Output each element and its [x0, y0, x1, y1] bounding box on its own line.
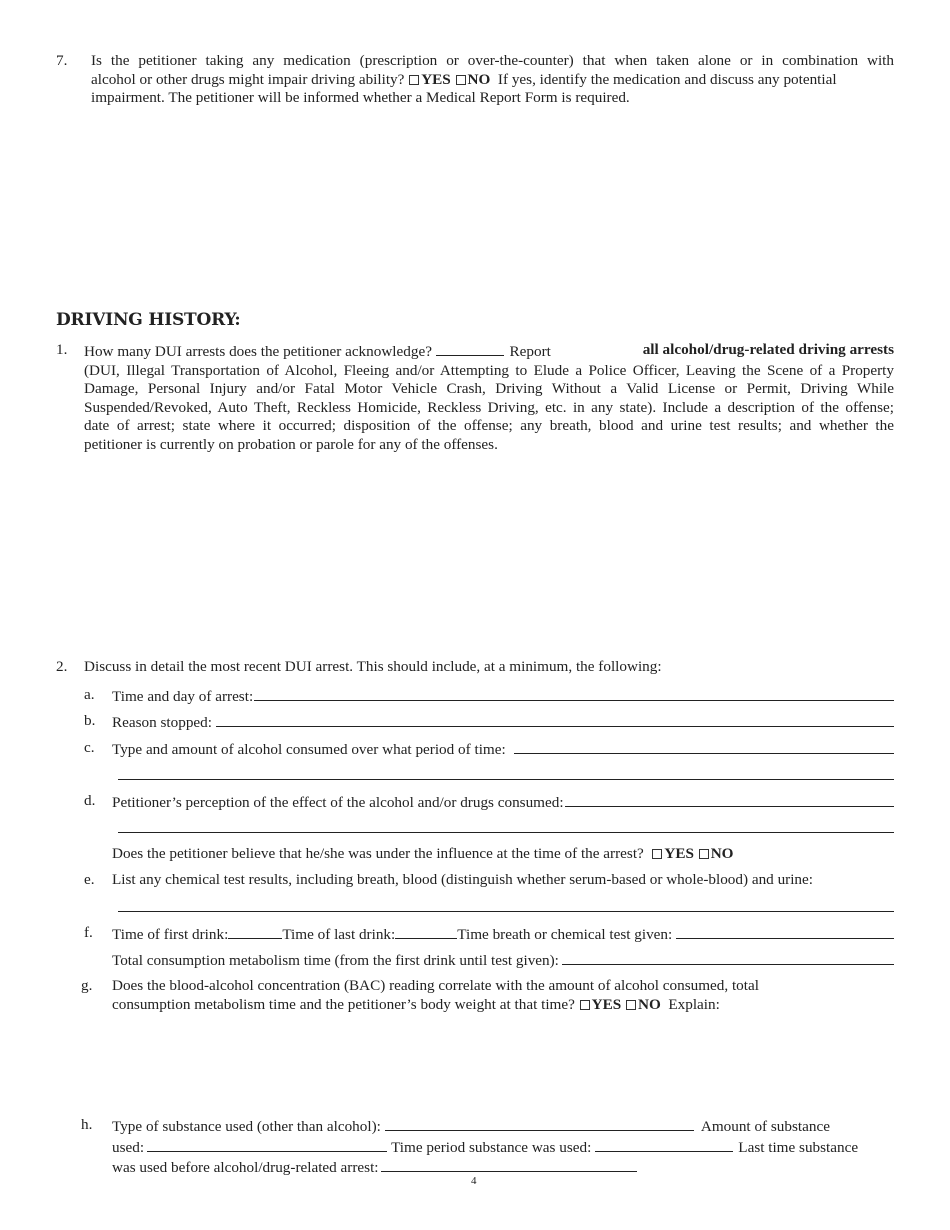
- question-1-line1: [84, 341, 894, 362]
- reason-stopped-label: Reason stopped:: [112, 714, 212, 731]
- driving-history-heading: DRIVING HISTORY:: [56, 310, 241, 330]
- test-given-field[interactable]: [676, 924, 894, 939]
- item-a-letter: a.: [84, 686, 95, 703]
- chemical-test-field[interactable]: [118, 911, 894, 912]
- question-1-number: 1.: [56, 341, 68, 358]
- under-influence-question: Does the petitioner believe that he/she was under the influence at the time of the arrest?: [112, 845, 644, 862]
- time-day-arrest-field[interactable]: [254, 686, 894, 701]
- substance-period-field[interactable]: [595, 1137, 733, 1152]
- explain-label: Explain:: [668, 995, 720, 1013]
- substance-last-time-label-2: was used before alcohol/drug-related arrest:: [112, 1159, 379, 1177]
- question-1-line5: date of arrest; state where it occurred; disposition of the offense; any breath, blood and urine test results; and whether the: [84, 417, 894, 435]
- substance-line3: [112, 1157, 894, 1178]
- alcohol-consumed-field-line2[interactable]: [118, 779, 894, 780]
- question-1-line3: Damage, Personal Injury and/or Fatal Motor Vehicle Crash, Driving Without a Valid License or Permit, Driving While: [84, 380, 894, 398]
- item-f-row: [112, 924, 894, 945]
- item-d-row: [112, 792, 894, 813]
- first-drink-label: Time of first drink:: [112, 926, 229, 943]
- substance-line1: [112, 1116, 894, 1137]
- influence-no-checkbox[interactable]: [699, 849, 709, 859]
- substance-amount-label: Amount of substance: [700, 1118, 830, 1135]
- item-g-letter: g.: [81, 977, 93, 994]
- question-7-text: [91, 52, 894, 108]
- substance-period-label: Time period substance was used:: [391, 1138, 592, 1156]
- question-1-line4: Suspended/Revoked, Auto Theft, Reckless Homicide, Reckless Driving, etc. in any state). Include a description of the offense;: [84, 398, 894, 416]
- reason-stopped-field[interactable]: [216, 712, 894, 727]
- bac-question-line2: [112, 996, 894, 1015]
- alcohol-consumed-label: Type and amount of alcohol consumed over what period of time:: [112, 741, 506, 758]
- question-7-followup: If yes, identify the medication and discuss any potential: [497, 70, 837, 88]
- dui-count-field[interactable]: [436, 341, 504, 356]
- substance-last-time-label: Last time substance: [738, 1138, 859, 1156]
- report-label: Report: [509, 343, 551, 360]
- yes-checkbox[interactable]: [409, 75, 419, 85]
- bac-yes-label: YES: [591, 995, 622, 1013]
- total-metabolism-label: Total consumption metabolism time (from the first drink until test given):: [112, 952, 559, 969]
- item-c-letter: c.: [84, 739, 95, 756]
- page-number: 4: [471, 1175, 477, 1187]
- bac-yes-checkbox[interactable]: [580, 1000, 590, 1010]
- influence-yes-checkbox[interactable]: [652, 849, 662, 859]
- no-checkbox[interactable]: [456, 75, 466, 85]
- perception-label: Petitioner’s perception of the effect of the alcohol and/or drugs consumed:: [112, 794, 564, 811]
- item-b-row: [112, 712, 894, 733]
- last-drink-label: Time of last drink:: [282, 926, 396, 943]
- last-drink-field[interactable]: [395, 924, 457, 939]
- question-7-line3: impairment. The petitioner will be informed whether a Medical Report Form is required.: [91, 89, 630, 107]
- item-g-text: [112, 977, 894, 1014]
- chemical-test-label: List any chemical test results, including breath, blood (distinguish whether serum-based or whole-blood) and urine:: [112, 871, 813, 888]
- test-given-label: Time breath or chemical test given:: [457, 926, 673, 943]
- item-a-row: [112, 686, 894, 707]
- substance-type-label: Type of substance used (other than alcohol):: [112, 1118, 381, 1135]
- question-1-line6: petitioner is currently on probation or parole for any of the offenses.: [84, 435, 498, 453]
- substance-type-field[interactable]: [385, 1116, 694, 1131]
- item-b-letter: b.: [84, 712, 96, 729]
- question-1-text: [84, 341, 894, 455]
- under-influence-row: [112, 845, 734, 864]
- item-c-row: [112, 739, 894, 760]
- question-7-line1: Is the petitioner taking any medication (prescription or over-the-counter) that when taken alone or in combination with: [91, 52, 894, 69]
- item-d-letter: d.: [84, 792, 96, 809]
- question-1-prompt: How many DUI arrests does the petitioner acknowledge?: [84, 343, 432, 360]
- question-1-prompt-group: [84, 341, 551, 362]
- question-2-number: 2.: [56, 658, 68, 675]
- item-h-letter: h.: [81, 1116, 93, 1133]
- perception-field[interactable]: [565, 792, 894, 807]
- bac-question-prompt: consumption metabolism time and the petitioner’s body weight at that time?: [112, 995, 575, 1013]
- bac-no-label: NO: [638, 995, 661, 1013]
- question-7-number: 7.: [56, 52, 68, 69]
- question-1-line2: (DUI, Illegal Transportation of Alcohol, Fleeing and/or Attempting to Elude a Police Officer, Leaving the Scene of a Property: [84, 361, 894, 379]
- influence-no-label: NO: [710, 845, 734, 862]
- question-7-line2: [91, 71, 894, 90]
- first-drink-field[interactable]: [228, 924, 282, 939]
- perception-field-line2[interactable]: [118, 832, 894, 833]
- substance-line2: [112, 1137, 894, 1158]
- influence-yes-label: YES: [664, 845, 694, 862]
- item-e-letter: e.: [84, 871, 95, 888]
- total-metabolism-field[interactable]: [562, 950, 894, 965]
- substance-last-time-field[interactable]: [381, 1157, 637, 1172]
- substance-used-label: used:: [112, 1138, 145, 1156]
- bac-question-line1: Does the blood-alcohol concentration (BAC) reading correlate with the amount of alcohol consumed, total: [112, 977, 759, 994]
- arrests-emphasis: all alcohol/drug-related driving arrests: [642, 341, 894, 358]
- question-2-intro: Discuss in detail the most recent DUI arrest. This should include, at a minimum, the following:: [84, 658, 662, 675]
- bac-no-checkbox[interactable]: [626, 1000, 636, 1010]
- substance-amount-field[interactable]: [147, 1137, 387, 1152]
- question-7-prompt: alcohol or other drugs might impair driving ability?: [91, 70, 405, 88]
- yes-label: YES: [421, 70, 451, 88]
- item-h-text: [112, 1116, 894, 1178]
- time-day-arrest-label: Time and day of arrest:: [112, 688, 254, 705]
- alcohol-consumed-field[interactable]: [514, 739, 894, 754]
- total-metabolism-row: [112, 950, 894, 971]
- no-label: NO: [467, 70, 491, 88]
- item-f-letter: f.: [84, 924, 93, 941]
